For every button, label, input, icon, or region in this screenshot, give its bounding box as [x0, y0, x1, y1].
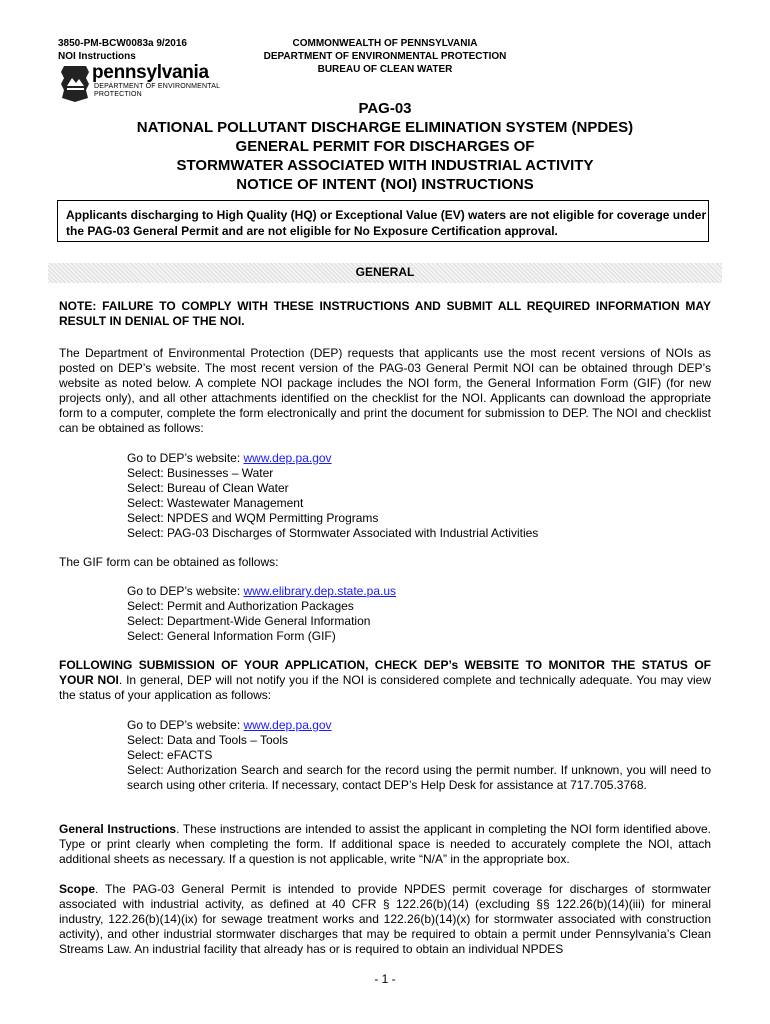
- elibrary-link[interactable]: www.elibrary.dep.state.pa.us: [243, 584, 397, 598]
- title-line-2: NATIONAL POLLUTANT DISCHARGE ELIMINATION SYSTEM (NPDES): [136, 119, 634, 136]
- scope-paragraph: [59, 882, 711, 957]
- logo-subtitle: [94, 83, 220, 99]
- section-title: GENERAL: [355, 265, 415, 279]
- general-instructions: [59, 822, 711, 867]
- followup-paragraph: [59, 658, 711, 703]
- form-header-left: [58, 37, 187, 63]
- step-item: Select: NPDES and WQM Permitting Programs: [127, 511, 379, 525]
- general-instructions-label: General Instructions: [59, 822, 177, 836]
- step-goto-label: Go to DEP’s website:: [127, 718, 244, 732]
- followup-text: . In general, DEP will not notify you if the NOI is considered complete and technically adequate. You may view the status of your application as follows:: [59, 673, 711, 702]
- gif-intro: The GIF form can be obtained as follows:: [59, 555, 279, 569]
- followup-heading: FOLLOWING SUBMISSION OF YOUR APPLICATION, CHECK DEP’s WEBSITE TO MONITOR THE STATUS OF YOUR NOI: [59, 658, 711, 687]
- step-item: Select: eFACTS: [127, 748, 213, 762]
- logo-sub-line-1: DEPARTMENT OF ENVIRONMENTAL: [94, 83, 221, 90]
- general-instructions-text: . These instructions are intended to assist the applicant in completing the NOI form identified above. Type or print clearly when completing the form. If additional space is needed to accurately complete the NOI, attach additional sheets as necessary. If a question is not applicable, write “N/A” in the appropriate box.: [59, 822, 712, 866]
- agency-line-2: DEPARTMENT OF ENVIRONMENTAL PROTECTION: [263, 51, 507, 62]
- title-line-1: PAG-03: [358, 100, 412, 117]
- dep-website-link[interactable]: www.dep.pa.gov: [243, 718, 332, 732]
- step-goto: [127, 584, 711, 599]
- scope-label: Scope: [59, 882, 96, 896]
- form-id: 3850-PM-BCW0083a 9/2016: [58, 38, 187, 49]
- warning-note: NOTE: FAILURE TO COMPLY WITH THESE INSTRUCTIONS AND SUBMIT ALL REQUIRED INFORMATION MAY RESULT IN DENIAL OF THE NOI.: [59, 299, 711, 328]
- step-item: Select: Permit and Authorization Packages: [127, 599, 354, 613]
- page-number: - 1 -: [374, 972, 396, 986]
- step-item: Select: Wastewater Management: [127, 496, 304, 510]
- step-item: Select: Authorization Search and search for the record using the permit number. If unknown, you will need to search using other criteria. If necessary, contact DEP’s Help Desk for assistance at 717.705.3768.: [127, 763, 711, 792]
- keystone-icon: [58, 64, 92, 102]
- logo-sub-line-2: PROTECTION: [94, 91, 142, 98]
- step-item: Select: General Information Form (GIF): [127, 629, 336, 643]
- document-title: [60, 99, 710, 194]
- title-line-3: GENERAL PERMIT FOR DISCHARGES OF: [235, 138, 535, 155]
- step-item: Select: Department-Wide General Information: [127, 614, 371, 628]
- step-item: Select: PAG-03 Discharges of Stormwater Associated with Industrial Activities: [127, 526, 539, 540]
- noi-steps: [127, 451, 711, 541]
- title-line-4: STORMWATER ASSOCIATED WITH INDUSTRIAL ACTIVITY: [176, 157, 594, 174]
- agency-header: [230, 37, 540, 76]
- step-item: Select: Businesses – Water: [127, 466, 274, 480]
- gif-steps: [127, 584, 711, 644]
- step-goto: [127, 718, 711, 733]
- step-item: Select: Data and Tools – Tools: [127, 733, 288, 747]
- step-item: Select: Bureau of Clean Water: [127, 481, 289, 495]
- title-line-5: NOTICE OF INTENT (NOI) INSTRUCTIONS: [236, 176, 534, 193]
- logo-wordmark: pennsylvania: [92, 62, 209, 83]
- scope-text: . The PAG-03 General Permit is intended to provide NPDES permit coverage for discharges of stormwater associated with industrial activity, as defined at 40 CFR § 122.26(b)(14) (excluding §§ 122.26(b)(14)(iii) for mineral industry, 122.26(b)(14)(ix) for sewage treatment works and 122.26(b)(14)(x) for stormwater associated with construction activity), and other industrial stormwater discharges that may be required to obtain a permit under Pennsylvania’s Clean Streams Law. An industrial facility that already has or is required to obtain an individual NPDES: [59, 882, 711, 956]
- status-steps: [127, 718, 711, 793]
- agency-line-1: COMMONWEALTH OF PENNSYLVANIA: [292, 38, 478, 49]
- agency-line-3: BUREAU OF CLEAN WATER: [317, 64, 453, 75]
- eligibility-notice: Applicants discharging to High Quality (HQ) or Exceptional Value (EV) waters are not eligible for coverage under the PAG-03 General Permit and are not eligible for No Exposure Certification approval.: [57, 200, 709, 242]
- intro-paragraph: The Department of Environmental Protection (DEP) requests that applicants use the most recent versions of NOIs as posted on DEP’s website. The most recent version of the PAG-03 General Permit NOI can be obtained through DEP’s website as noted below. A complete NOI package includes the NOI form, the General Information Form (GIF) (for new projects only), and all other attachments identified on the checklist for the NOI. Applicants can download the appropriate form to a computer, complete the form electronically and print the document for submission to DEP. The NOI and checklist can be obtained as follows:: [59, 346, 711, 435]
- dep-website-link[interactable]: www.dep.pa.gov: [243, 451, 332, 465]
- step-goto-label: Go to DEP’s website:: [127, 584, 244, 598]
- step-goto-label: Go to DEP’s website:: [127, 451, 244, 465]
- section-header-general: [48, 263, 722, 283]
- doc-type: NOI Instructions: [58, 51, 136, 62]
- step-goto: [127, 451, 711, 466]
